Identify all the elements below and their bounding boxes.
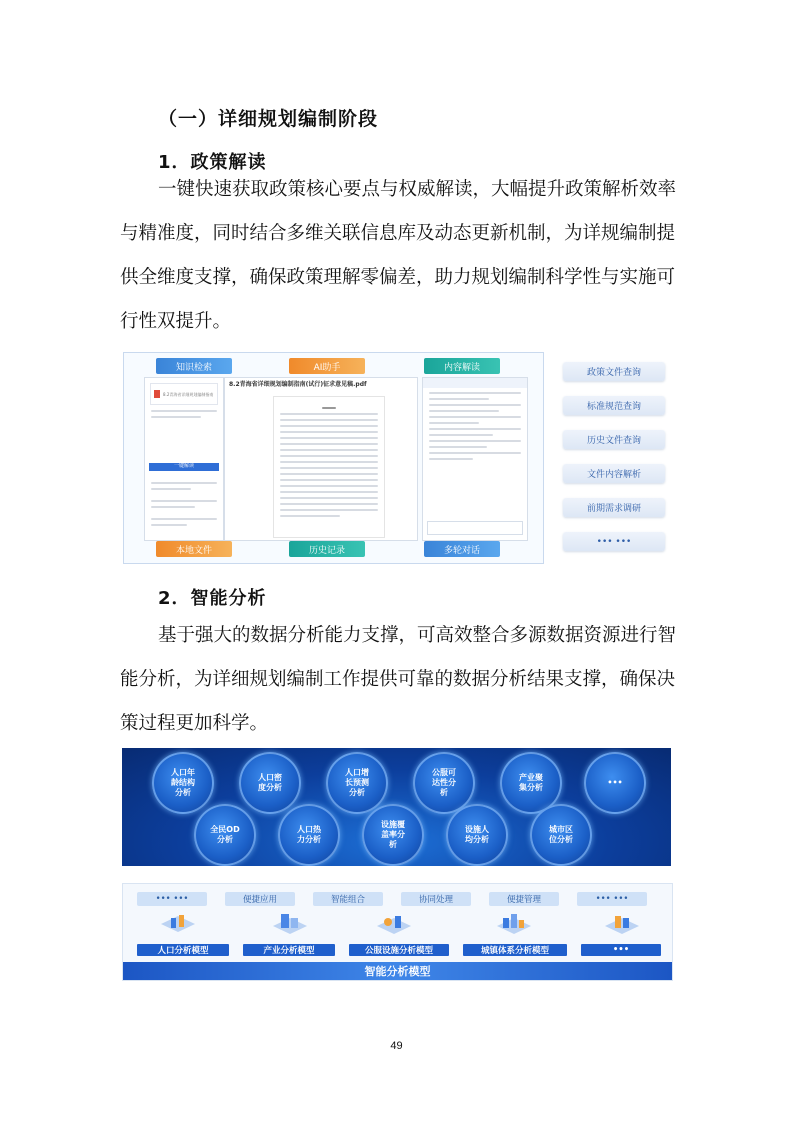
side-button-more[interactable]: ••• ••• (563, 532, 665, 551)
model-urban-system: 城镇体系分析模型 (463, 944, 567, 956)
circle-more: ••• (584, 752, 646, 814)
analysis-circles-figure (122, 748, 671, 866)
analysis-model-figure (122, 883, 673, 981)
side-button-policy-query[interactable]: 政策文件查询 (563, 362, 665, 381)
model-more: ••• (581, 944, 661, 956)
circle-population-age: 人口年龄结构分析 (152, 752, 214, 814)
file-list-item[interactable]: 8.2青海省详细规划编制指南 (150, 383, 218, 405)
circle-industry-cluster: 产业聚集分析 (500, 752, 562, 814)
tool-more-left: ••• ••• (137, 892, 207, 906)
pdf-title: 8.2青海省详细规划编制指南(试行)征求意见稿.pdf (229, 381, 367, 388)
circle-facility-per-capita: 设施人均分析 (446, 804, 508, 866)
policy-heading: 1．政策解读 (158, 152, 267, 173)
analysis-line: 基于强大的数据分析能力支撑，可高效整合多源数据资源进行智 (158, 625, 677, 646)
analysis-heading: 2．智能分析 (158, 588, 267, 609)
section-heading: （一）详细规划编制阶段 (158, 108, 379, 130)
industry-model-illustration (269, 912, 311, 940)
pdf-page (273, 396, 385, 538)
pdf-icon (154, 390, 160, 398)
tool-convenient-app: 便捷应用 (225, 892, 295, 906)
side-button-history-query[interactable]: 历史文件查询 (563, 430, 665, 449)
circle-population-growth: 人口增长预测分析 (326, 752, 388, 814)
model-industry: 产业分析模型 (243, 944, 335, 956)
tool-collaboration: 协同处理 (401, 892, 471, 906)
one-click-interpret-button[interactable]: 一键解读 (149, 463, 219, 471)
model-public-service: 公服设施分析模型 (349, 944, 449, 956)
circle-population-heat: 人口热力分析 (278, 804, 340, 866)
circle-population-density: 人口密度分析 (239, 752, 301, 814)
tag-ai-assistant: AI助手 (289, 358, 365, 374)
chat-input[interactable] (427, 521, 523, 535)
tag-local-files: 本地文件 (156, 541, 232, 557)
policy-line: 一键快速获取政策核心要点与权威解读，大幅提升政策解析效率 (158, 179, 677, 200)
more-model-illustration (601, 912, 643, 940)
policy-line: 与精准度，同时结合多维关联信息库及动态更新机制，为详规编制提 (120, 223, 676, 244)
file-list-panel (144, 377, 224, 541)
analysis-line: 能分析，为详细规划编制工作提供可靠的数据分析结果支撑，确保决 (120, 669, 676, 690)
circle-facility-coverage: 设施覆盖率分析 (362, 804, 424, 866)
tool-smart-combo: 智能组合 (313, 892, 383, 906)
policy-line: 供全维度支撑，确保政策理解零偏差，助力规划编制科学性与实施可 (120, 267, 676, 288)
tag-content-interpretation: 内容解读 (424, 358, 500, 374)
smart-analysis-model-banner: 智能分析模型 (123, 962, 672, 980)
tag-history: 历史记录 (289, 541, 365, 557)
analysis-line: 策过程更加科学。 (120, 713, 269, 734)
model-population: 人口分析模型 (137, 944, 229, 956)
tool-convenient-management: 便捷管理 (489, 892, 559, 906)
circle-urban-location: 城市区位分析 (530, 804, 592, 866)
side-button-standard-query[interactable]: 标准规范查询 (563, 396, 665, 415)
tool-more-right: ••• ••• (577, 892, 647, 906)
side-button-needs-research[interactable]: 前期需求调研 (563, 498, 665, 517)
tag-knowledge-search: 知识检索 (156, 358, 232, 374)
circle-od-analysis: 全民OD分析 (194, 804, 256, 866)
pdf-viewer-panel (224, 377, 418, 541)
population-model-illustration (157, 912, 199, 940)
policy-screenshot-figure (123, 352, 544, 564)
circle-service-accessibility: 公服可达性分析 (413, 752, 475, 814)
side-button-content-analysis[interactable]: 文件内容解析 (563, 464, 665, 483)
policy-line: 行性双提升。 (120, 311, 232, 332)
service-model-illustration (373, 912, 415, 940)
analysis-paragraph (120, 614, 675, 746)
policy-paragraph (120, 168, 675, 344)
page-number: 49 (390, 1040, 403, 1052)
urban-model-illustration (493, 912, 535, 940)
interpretation-panel (422, 377, 528, 541)
tag-multi-turn: 多轮对话 (424, 541, 500, 557)
